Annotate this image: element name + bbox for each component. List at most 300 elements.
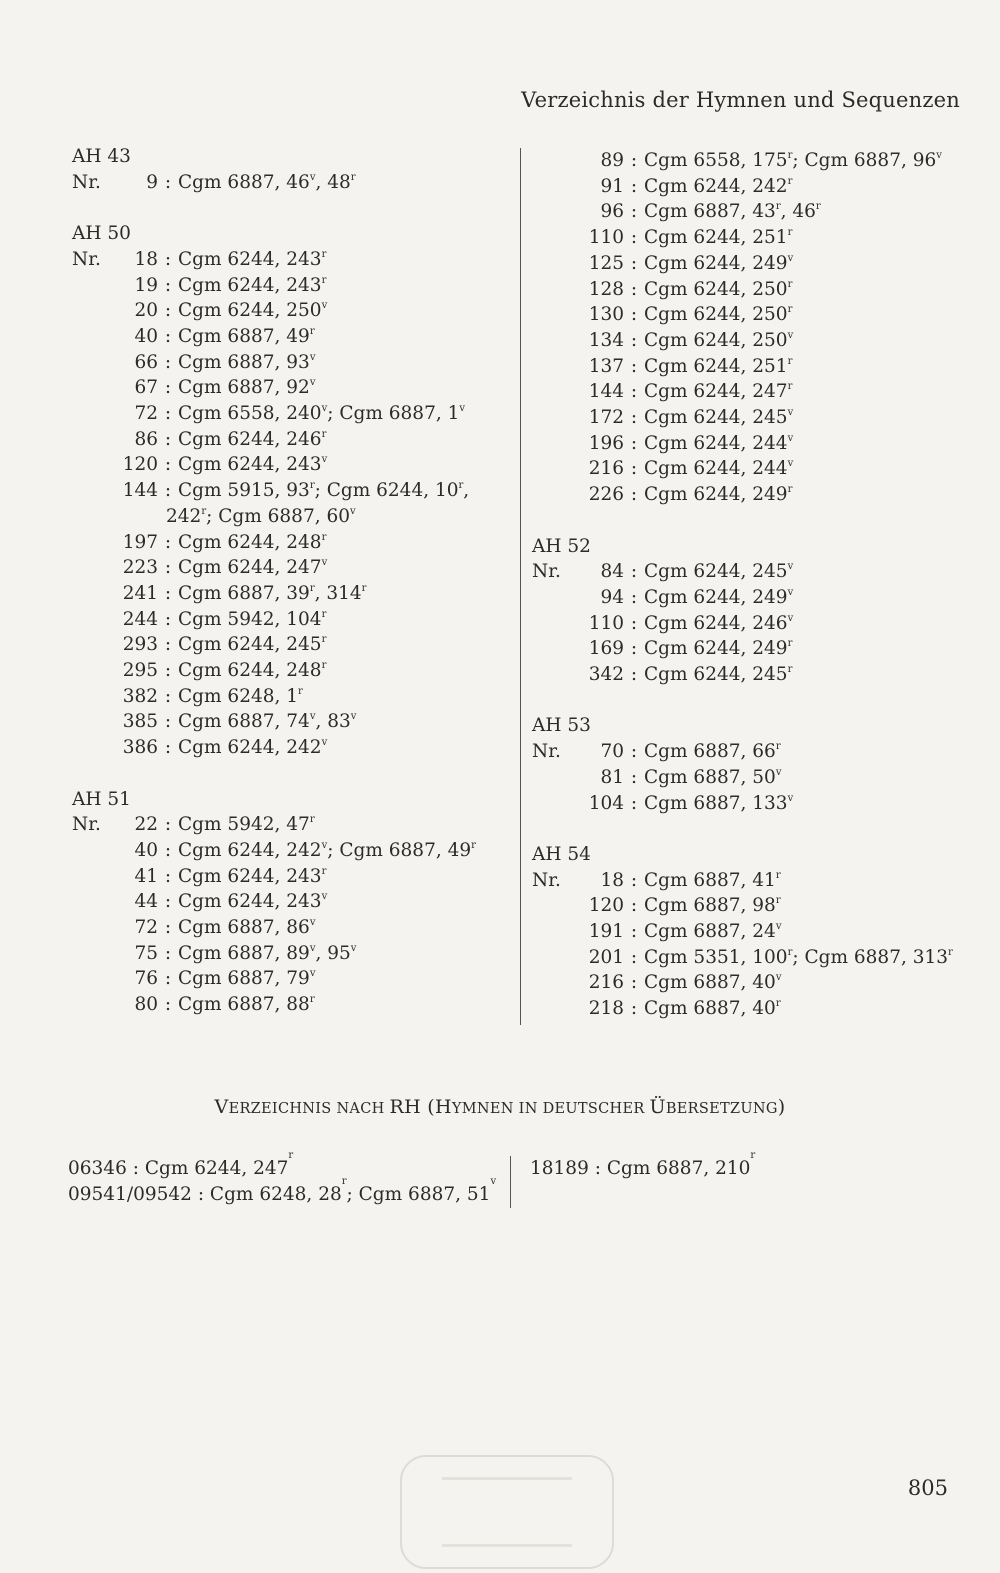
rh-right-column: [530, 1150, 756, 1182]
heading-fragment: RH: [389, 1096, 421, 1118]
entry-reference: Cgm 6887, 88$^r$: [178, 994, 315, 1016]
entry-reference: Cgm 6244, 244$^v$: [644, 458, 794, 480]
entry-prefix: [532, 354, 566, 380]
index-entry: [72, 684, 512, 710]
entry-reference: Cgm 6244, 249$^v$: [644, 586, 794, 608]
entry-prefix: [72, 684, 108, 710]
index-entry: [532, 559, 972, 585]
entry-reference: Cgm 6887, 39$^r$, 314$^r$: [178, 582, 367, 604]
index-entry: [532, 199, 972, 225]
entry-number: 22: [134, 814, 158, 836]
entry-number: 19: [134, 274, 158, 296]
entry-number: 144: [588, 381, 624, 403]
section-heading-rh: [0, 1096, 1000, 1118]
entry-reference: Cgm 6244, 245$^v$: [644, 561, 794, 583]
entry-prefix: [72, 273, 108, 299]
index-entry: [532, 482, 972, 508]
entry-separator: :: [630, 638, 638, 660]
entry-prefix: [72, 530, 108, 556]
entry-prefix: [532, 379, 566, 405]
entry-separator: :: [164, 428, 172, 450]
entry-separator: :: [630, 381, 638, 403]
index-entry: [532, 893, 972, 919]
entry-number: 18: [134, 248, 158, 270]
entry-number: 94: [600, 586, 624, 608]
entry-number: 84: [600, 561, 624, 583]
entry-prefix: [72, 375, 108, 401]
entry-separator: :: [164, 531, 172, 553]
entry-number: 244: [122, 608, 158, 630]
entry-separator: :: [164, 711, 172, 733]
entry-number: 91: [600, 175, 624, 197]
volume-label: AH 43: [72, 146, 131, 167]
entry-number: 295: [122, 660, 158, 682]
entry-separator: :: [164, 865, 172, 887]
entry-prefix: Nr.: [532, 869, 561, 891]
entry-reference: Cgm 6887, 49$^r$: [178, 325, 315, 347]
entry-prefix: [532, 148, 566, 174]
entry-reference: Cgm 6887, 74$^v$, 83$^v$: [178, 711, 357, 733]
entry-reference: Cgm 5942, 47$^r$: [178, 814, 315, 836]
entry-separator: :: [164, 891, 172, 913]
entry-reference: Cgm 6244, 251$^r$: [644, 355, 793, 377]
entry-reference: Cgm 6558, 240$^v$; Cgm 6887, 1$^v$: [178, 403, 466, 425]
entry-separator: :: [164, 480, 172, 502]
entry-number: 75: [134, 942, 158, 964]
entry-separator: :: [164, 403, 172, 425]
index-entry: [72, 478, 512, 504]
entry-reference: Cgm 6244, 244$^v$: [644, 432, 794, 454]
entry-reference: Cgm 6244, 242$^r$: [644, 175, 793, 197]
entry-reference: Cgm 5351, 100$^r$; Cgm 6887, 313$^r$: [644, 946, 953, 968]
entry-separator: :: [164, 582, 172, 604]
heading-fragment: V: [214, 1096, 229, 1118]
volume-label: AH 54: [532, 843, 591, 865]
entry-reference: Cgm 5942, 104$^r$: [178, 608, 327, 630]
entry-separator: :: [630, 792, 638, 814]
entry-number: 70: [600, 741, 624, 763]
entry-prefix: [72, 735, 108, 761]
index-entry: [72, 401, 512, 427]
entry-prefix: [532, 431, 566, 457]
index-entry: [72, 170, 512, 196]
rh-entry: 18189 : Cgm 6887, 210 r: [530, 1150, 756, 1179]
entry-number: 342: [588, 664, 624, 686]
index-entry: [532, 996, 972, 1022]
entry-reference: Cgm 5915, 93$^r$; Cgm 6244, 10$^r$,: [178, 480, 470, 502]
entry-separator: :: [630, 458, 638, 480]
entry-prefix: Nr.: [532, 741, 561, 763]
index-entry: [532, 431, 972, 457]
index-entry: [72, 350, 512, 376]
entry-prefix: [72, 941, 108, 967]
entry-number: 216: [588, 458, 624, 480]
entry-reference: Cgm 6887, 79$^v$: [178, 968, 316, 990]
entry-separator: :: [630, 586, 638, 608]
entry-reference: Cgm 6244, 251$^r$: [644, 227, 793, 249]
entry-separator: :: [630, 432, 638, 454]
entry-prefix: [72, 581, 108, 607]
entry-reference: Cgm 6244, 248$^r$: [178, 660, 327, 682]
rh-entry: 06346 : Cgm 6244, 247 r: [68, 1150, 294, 1179]
index-entry: [72, 632, 512, 658]
entry-prefix: [532, 199, 566, 225]
index-entry: [72, 607, 512, 633]
entry-number: 67: [134, 377, 158, 399]
entry-separator: :: [164, 942, 172, 964]
entry-reference: Cgm 6887, 86$^v$: [178, 917, 316, 939]
entry-reference: Cgm 6887, 66$^r$: [644, 741, 781, 763]
entry-separator: :: [630, 664, 638, 686]
index-entry: [532, 354, 972, 380]
entry-separator: :: [164, 171, 172, 193]
entry-prefix: [72, 992, 108, 1018]
entry-prefix: [72, 478, 108, 504]
page-number: 805: [907, 1476, 948, 1500]
heading-fragment: BERSETZUNG: [665, 1101, 778, 1117]
entry-separator: :: [630, 869, 638, 891]
entry-prefix: [72, 427, 108, 453]
entry-prefix: [532, 919, 566, 945]
entry-prefix: [532, 636, 566, 662]
index-entry: [72, 452, 512, 478]
entry-separator: :: [630, 407, 638, 429]
index-entry: [72, 735, 512, 761]
entry-number: 72: [134, 917, 158, 939]
entry-prefix: [72, 709, 108, 735]
entry-reference: Cgm 6244, 249$^r$: [644, 638, 793, 660]
entry-prefix: [532, 277, 566, 303]
entry-reference: Cgm 6887, 92$^v$: [178, 377, 316, 399]
entry-reference: Cgm 6887, 98$^r$: [644, 895, 781, 917]
index-entry: [72, 838, 512, 864]
index-entry: [532, 791, 972, 817]
entry-separator: :: [164, 839, 172, 861]
entry-prefix: [532, 893, 566, 919]
entry-reference: Cgm 6244, 246$^r$: [178, 428, 327, 450]
entry-number: 76: [134, 968, 158, 990]
entry-separator: :: [630, 227, 638, 249]
entry-prefix: [532, 945, 566, 971]
entry-reference: Cgm 6244, 243$^v$: [178, 454, 328, 476]
entry-prefix: [72, 324, 108, 350]
index-entry: [72, 581, 512, 607]
entry-reference: Cgm 6244, 245$^r$: [644, 664, 793, 686]
entry-number: 89: [600, 150, 624, 171]
entry-number: 20: [134, 300, 158, 322]
index-entry: [72, 864, 512, 890]
entry-number: 293: [122, 634, 158, 656]
entry-reference: Cgm 6244, 250$^r$: [644, 304, 793, 326]
entry-prefix: [532, 611, 566, 637]
index-entry: [532, 251, 972, 277]
index-entry: [532, 148, 972, 174]
entry-prefix: [72, 966, 108, 992]
entry-reference: Cgm 6244, 247$^v$: [178, 557, 328, 579]
index-entry: [72, 555, 512, 581]
entry-reference: Cgm 6244, 248$^r$: [178, 531, 327, 553]
index-entry: [532, 174, 972, 200]
index-entry: [532, 765, 972, 791]
entry-prefix: [72, 889, 108, 915]
entry-prefix: [72, 864, 108, 890]
entry-reference: Cgm 6244, 250$^v$: [644, 329, 794, 351]
entry-reference: Cgm 6244, 249$^r$: [644, 484, 793, 506]
heading-fragment: (: [420, 1096, 436, 1118]
rh-entry: 09541/09542 : Cgm 6248, 28 r ; Cgm 6887, 51 v: [68, 1176, 497, 1205]
entry-number: 386: [122, 737, 158, 759]
entry-prefix: [532, 970, 566, 996]
entry-separator: :: [164, 660, 172, 682]
entry-separator: :: [630, 252, 638, 274]
heading-fragment: H: [435, 1096, 452, 1118]
entry-number: 197: [122, 531, 158, 553]
entry-reference: Cgm 6887, 40$^r$: [644, 998, 781, 1020]
entry-reference: Cgm 6244, 249$^v$: [644, 252, 794, 274]
entry-prefix: Nr.: [72, 814, 101, 836]
entry-reference: Cgm 6887, 24$^v$: [644, 921, 782, 943]
index-entry: [532, 328, 972, 354]
entry-separator: :: [164, 377, 172, 399]
entry-prefix: [72, 915, 108, 941]
entry-reference: Cgm 6244, 245$^v$: [644, 407, 794, 429]
entry-separator: :: [164, 454, 172, 476]
entry-separator: :: [164, 737, 172, 759]
entry-prefix: [532, 328, 566, 354]
entry-number: 44: [134, 891, 158, 913]
entry-number: 110: [588, 227, 624, 249]
entry-separator: :: [164, 634, 172, 656]
entry-separator: :: [630, 766, 638, 788]
entry-reference: Cgm 6558, 175$^r$; Cgm 6887, 96$^v$: [644, 150, 942, 171]
index-entry: [532, 585, 972, 611]
entry-separator: :: [630, 175, 638, 197]
entry-prefix: Nr.: [532, 561, 561, 583]
index-entry: [72, 530, 512, 556]
entry-prefix: [532, 585, 566, 611]
index-entry: [532, 970, 972, 996]
entry-prefix: [532, 225, 566, 251]
entry-reference: Cgm 6244, 243$^v$: [178, 891, 328, 913]
entry-separator: :: [630, 972, 638, 994]
entry-separator: :: [630, 921, 638, 943]
entry-reference: Cgm 6244, 246$^v$: [644, 612, 794, 634]
entry-number: 120: [122, 454, 158, 476]
entry-prefix: [532, 996, 566, 1022]
entry-number: 226: [588, 484, 624, 506]
index-entry: [72, 247, 512, 273]
entry-number: 41: [134, 865, 158, 887]
entry-number: 241: [122, 582, 158, 604]
entry-separator: :: [630, 741, 638, 763]
entry-number: 86: [134, 428, 158, 450]
rh-left-column: [68, 1150, 497, 1208]
entry-number: 218: [588, 998, 624, 1020]
entry-reference: Cgm 6244, 245$^r$: [178, 634, 327, 656]
volume-label: AH 53: [532, 715, 591, 737]
entry-prefix: [72, 607, 108, 633]
index-entry: [72, 812, 512, 838]
entry-separator: :: [630, 355, 638, 377]
entry-separator: :: [164, 608, 172, 630]
group-spacer: [532, 508, 972, 534]
entry-number: 80: [134, 994, 158, 1016]
entry-reference: Cgm 6887, 40$^v$: [644, 972, 782, 994]
entry-number: 104: [588, 792, 624, 814]
entry-separator: :: [630, 946, 638, 968]
index-entry: [72, 941, 512, 967]
entry-number: 110: [588, 612, 624, 634]
entry-number: 382: [122, 685, 158, 707]
group-spacer: [532, 816, 972, 842]
entry-number: 201: [588, 946, 624, 968]
entry-prefix: [72, 350, 108, 376]
entry-separator: :: [164, 917, 172, 939]
index-entry: [532, 739, 972, 765]
entry-number: 134: [588, 329, 624, 351]
index-entry: [72, 966, 512, 992]
entry-separator: :: [630, 278, 638, 300]
entry-prefix: [532, 302, 566, 328]
entry-prefix: Nr.: [72, 248, 101, 270]
entry-number: 40: [134, 839, 158, 861]
entry-number: 172: [588, 407, 624, 429]
entry-separator: :: [164, 994, 172, 1016]
entry-separator: :: [630, 201, 638, 223]
heading-fragment: ): [777, 1096, 786, 1118]
entry-separator: :: [630, 329, 638, 351]
column-rule: [520, 148, 521, 1025]
index-entry: [72, 658, 512, 684]
entry-separator: :: [164, 685, 172, 707]
index-entry: [532, 379, 972, 405]
entry-prefix: [72, 658, 108, 684]
index-entry: [532, 405, 972, 431]
entry-separator: :: [164, 351, 172, 373]
entry-reference: Cgm 6887, 133$^v$: [644, 792, 794, 814]
entry-number: 128: [588, 278, 624, 300]
index-entry: [72, 992, 512, 1018]
entry-prefix: [532, 456, 566, 482]
group-spacer: [72, 761, 512, 787]
rh-column-rule: [510, 1156, 511, 1208]
entry-number: 81: [600, 766, 624, 788]
heading-fragment: ERZEICHNIS NACH: [228, 1101, 390, 1117]
entry-prefix: [532, 174, 566, 200]
entry-reference: Cgm 6244, 242$^v$: [178, 737, 328, 759]
entry-prefix: [532, 405, 566, 431]
entry-number: 125: [588, 252, 624, 274]
group-spacer: [72, 195, 512, 221]
index-entry: [72, 427, 512, 453]
entry-separator: :: [630, 561, 638, 583]
entry-separator: :: [630, 484, 638, 506]
entry-separator: :: [164, 248, 172, 270]
index-entry: [532, 945, 972, 971]
entry-prefix: [532, 791, 566, 817]
left-column: [72, 144, 512, 1018]
index-entry: [532, 868, 972, 894]
index-entry: [532, 919, 972, 945]
entry-reference: Cgm 6244, 243$^r$: [178, 274, 327, 296]
entry-reference: Cgm 6887, 46$^v$, 48$^r$: [178, 171, 356, 193]
entry-number: 96: [600, 201, 624, 223]
entry-prefix: [532, 662, 566, 688]
entry-number: 130: [588, 304, 624, 326]
entry-reference: Cgm 6244, 247$^r$: [644, 381, 793, 403]
library-stamp: [400, 1455, 614, 1569]
entry-reference: Cgm 6887, 41$^r$: [644, 869, 781, 891]
entry-separator: :: [630, 304, 638, 326]
entry-continuation: 242$^r$; Cgm 6887, 60$^v$: [166, 505, 356, 527]
entry-prefix: [72, 555, 108, 581]
index-entry: [72, 915, 512, 941]
index-entry: [532, 636, 972, 662]
entry-number: 137: [588, 355, 624, 377]
entry-reference: Cgm 6887, 50$^v$: [644, 766, 782, 788]
entry-separator: :: [630, 150, 638, 171]
entry-number: 40: [134, 325, 158, 347]
entry-number: 169: [588, 638, 624, 660]
entry-prefix: [72, 401, 108, 427]
entry-number: 9: [146, 171, 158, 193]
index-entry: [72, 273, 512, 299]
entry-prefix: [532, 482, 566, 508]
heading-fragment: YMNEN IN DEUTSCHER: [451, 1101, 650, 1117]
entry-separator: :: [164, 274, 172, 296]
entry-number: 196: [588, 432, 624, 454]
entry-number: 120: [588, 895, 624, 917]
volume-label: AH 51: [72, 788, 131, 810]
entry-number: 385: [122, 711, 158, 733]
entry-reference: Cgm 6244, 243$^r$: [178, 248, 327, 270]
entry-number: 66: [134, 351, 158, 373]
index-entry: [532, 611, 972, 637]
index-entry: [72, 298, 512, 324]
entry-separator: :: [164, 325, 172, 347]
entry-number: 223: [122, 557, 158, 579]
volume-label: AH 52: [532, 535, 591, 557]
entry-prefix: [72, 452, 108, 478]
index-entry: [532, 302, 972, 328]
entry-number: 144: [122, 480, 158, 502]
entry-reference: Cgm 6887, 89$^v$, 95$^v$: [178, 942, 357, 964]
entry-reference: Cgm 6244, 250$^v$: [178, 300, 328, 322]
entry-number: 191: [588, 921, 624, 943]
entry-reference: Cgm 6244, 242$^v$; Cgm 6887, 49$^r$: [178, 839, 476, 861]
group-spacer: [532, 688, 972, 714]
heading-fragment: Ü: [649, 1096, 666, 1118]
index-entry: [532, 225, 972, 251]
entry-reference: Cgm 6887, 43$^r$, 46$^r$: [644, 201, 821, 223]
entry-separator: :: [164, 968, 172, 990]
index-entry: [532, 456, 972, 482]
entry-reference: Cgm 6887, 93$^v$: [178, 351, 316, 373]
entry-separator: :: [164, 557, 172, 579]
entry-prefix: [72, 838, 108, 864]
entry-separator: :: [630, 612, 638, 634]
index-entry: [532, 277, 972, 303]
volume-label: AH 50: [72, 223, 131, 245]
entry-number: 216: [588, 972, 624, 994]
right-column: [532, 148, 972, 1022]
entry-prefix: [72, 632, 108, 658]
running-head: Verzeichnis der Hymnen und Sequenzen: [521, 88, 960, 112]
index-entry: [72, 375, 512, 401]
entry-reference: Cgm 6244, 250$^r$: [644, 278, 793, 300]
entry-separator: :: [164, 300, 172, 322]
index-entry: [72, 709, 512, 735]
